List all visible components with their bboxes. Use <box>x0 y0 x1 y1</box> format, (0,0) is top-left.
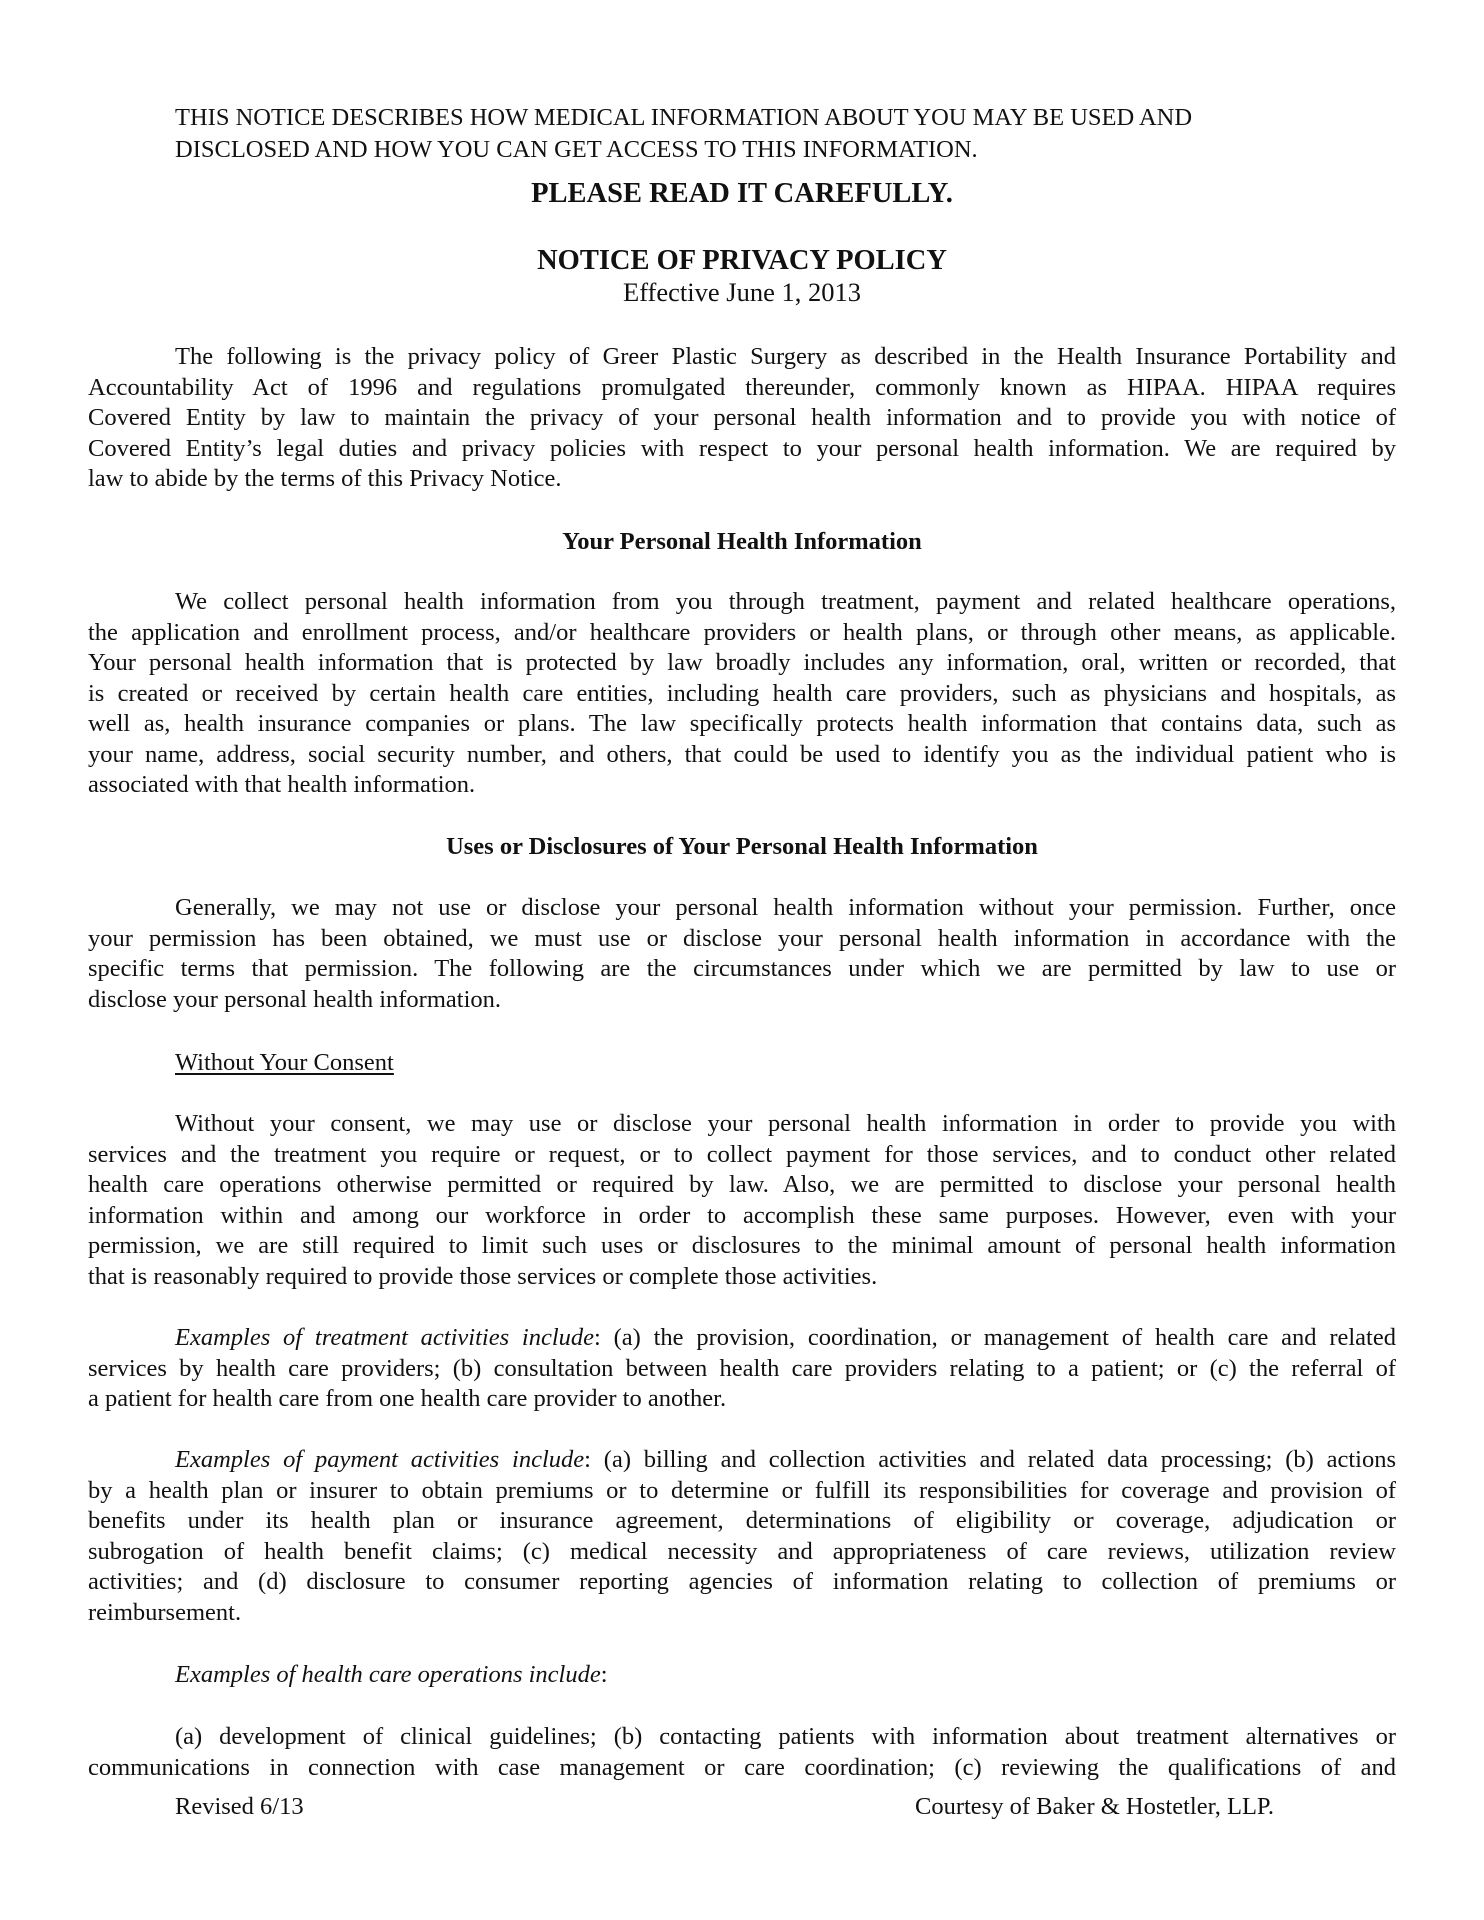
without-consent-paragraph <box>88 1109 1396 1292</box>
paragraph-line: well as, health insurance companies or plans. The law specifically protects health information that contains data, such as <box>88 710 1396 737</box>
treatment-examples-lead: Examples of treatment activities include <box>175 1324 595 1351</box>
paragraph-line: is created or received by certain health care entities, including health care providers, such as physicians and hospitals, as <box>88 679 1396 707</box>
effective-date: Effective June 1, 2013 <box>623 277 861 307</box>
paragraph-line: law to abide by the terms of this Privacy Notice. <box>88 465 562 492</box>
paragraph-line: your name, address, social security number, and others, that could be used to identify you as the individual patient who is <box>88 740 1396 768</box>
section-heading-uses-disclosures: Uses or Disclosures of Your Personal Health Information <box>446 833 1038 860</box>
paragraph-line: (a) development of clinical guidelines; (b) contacting patients with information about treatment alternatives or <box>175 1723 1396 1750</box>
page-title: NOTICE OF PRIVACY POLICY <box>537 245 947 276</box>
paragraph-line: that is reasonably required to provide those services or complete those activities. <box>88 1262 878 1290</box>
paragraph-line: the application and enrollment process, and/or healthcare providers or health plans, or through other means, as applicable. <box>88 618 1396 646</box>
payment-examples-paragraph <box>88 1445 1396 1628</box>
paragraph-line: Examples of payment activities include: (a) billing and collection activities and related data processing; (b) actions <box>175 1446 1396 1473</box>
paragraph-line: health care operations otherwise permitted or required by law. Also, we are permitted to disclose your personal health <box>88 1171 1396 1198</box>
paragraph-line: by a health plan or insurer to obtain premiums or to determine or fulfill its responsibilities for coverage and provision of <box>88 1476 1396 1504</box>
paragraph-line: communications in connection with case management or care coordination; (c) reviewing the qualifications of and <box>88 1753 1396 1781</box>
operations-examples-lead: Examples of health care operations include <box>175 1661 601 1688</box>
paragraph-line: services by health care providers; (b) consultation between health care providers relating to a patient; or (c) the referral of <box>88 1354 1396 1382</box>
notice-line-2: DISCLOSED AND HOW YOU CAN GET ACCESS TO THIS INFORMATION. <box>175 136 978 163</box>
treatment-examples-paragraph <box>88 1323 1396 1415</box>
paragraph-line: Covered Entity’s legal duties and privacy policies with respect to your personal health information. We are required by <box>88 434 1396 462</box>
paragraph-line: The following is the privacy policy of Greer Plastic Surgery as described in the Health Insurance Portability and <box>175 343 1396 370</box>
paragraph-line: Accountability Act of 1996 and regulations promulgated thereunder, commonly known as HIPAA. HIPAA requires <box>88 373 1396 401</box>
paragraph-line: Examples of health care operations include: <box>175 1661 608 1688</box>
subheading-without-consent: Without Your Consent <box>175 1049 394 1076</box>
paragraph-line: a patient for health care from one health care provider to another. <box>88 1385 727 1412</box>
notice-line-1: THIS NOTICE DESCRIBES HOW MEDICAL INFORMATION ABOUT YOU MAY BE USED AND <box>175 104 1193 131</box>
operations-examples-lead-paragraph <box>88 1660 1396 1691</box>
paragraph-line: benefits under its health plan or insurance agreement, determinations of eligibility or coverage, adjudication or <box>88 1507 1396 1534</box>
payment-examples-lead: Examples of payment activities include <box>175 1446 585 1473</box>
paragraph-line: information within and among our workforce in order to accomplish these same purposes. However, even with your <box>88 1201 1396 1229</box>
personal-health-info-paragraph <box>88 587 1396 801</box>
paragraph-line: We collect personal health information from you through treatment, payment and related healthcare operations, <box>175 588 1396 615</box>
paragraph-line: permission, we are still required to limit such uses or disclosures to the minimal amount of personal health information <box>88 1232 1396 1259</box>
paragraph-line: specific terms that permission. The following are the circumstances under which we are permitted by law to use or <box>88 955 1396 982</box>
operations-examples-paragraph <box>88 1722 1396 1783</box>
intro-paragraph <box>88 342 1396 495</box>
paragraph-line: reimbursement. <box>88 1598 242 1626</box>
paragraph-line: your permission has been obtained, we must use or disclose your personal health information in accordance with the <box>88 924 1396 952</box>
paragraph-line: activities; and (d) disclosure to consumer reporting agencies of information relating to collection of premiums or <box>88 1568 1396 1595</box>
paragraph-line: Covered Entity by law to maintain the privacy of your personal health information and to provide you with notice of <box>88 404 1396 431</box>
please-read-heading: PLEASE READ IT CAREFULLY. <box>531 178 953 209</box>
footer-courtesy: Courtesy of Baker & Hostetler, LLP. <box>915 1793 1274 1820</box>
paragraph-line: Generally, we may not use or disclose your personal health information without your permission. Further, once <box>175 894 1396 921</box>
section-heading-personal-health-info: Your Personal Health Information <box>562 528 922 555</box>
uses-disclosures-paragraph <box>88 893 1396 1015</box>
paragraph-line: services and the treatment you require or request, or to collect payment for those services, and to conduct other related <box>88 1140 1396 1168</box>
paragraph-line: associated with that health information. <box>88 771 476 798</box>
paragraph-line: Without your consent, we may use or disclose your personal health information in order to provide you with <box>175 1110 1396 1137</box>
paragraph-line: subrogation of health benefit claims; (c) medical necessity and appropriateness of care reviews, utilization review <box>88 1537 1396 1565</box>
paragraph-line: Your personal health information that is protected by law broadly includes any information, oral, written or recorded, that <box>88 649 1396 676</box>
paragraph-line: Examples of treatment activities include: (a) the provision, coordination, or management of health care and related <box>175 1324 1396 1351</box>
footer-revised: Revised 6/13 <box>175 1793 304 1820</box>
paragraph-line: disclose your personal health information. <box>88 985 501 1013</box>
